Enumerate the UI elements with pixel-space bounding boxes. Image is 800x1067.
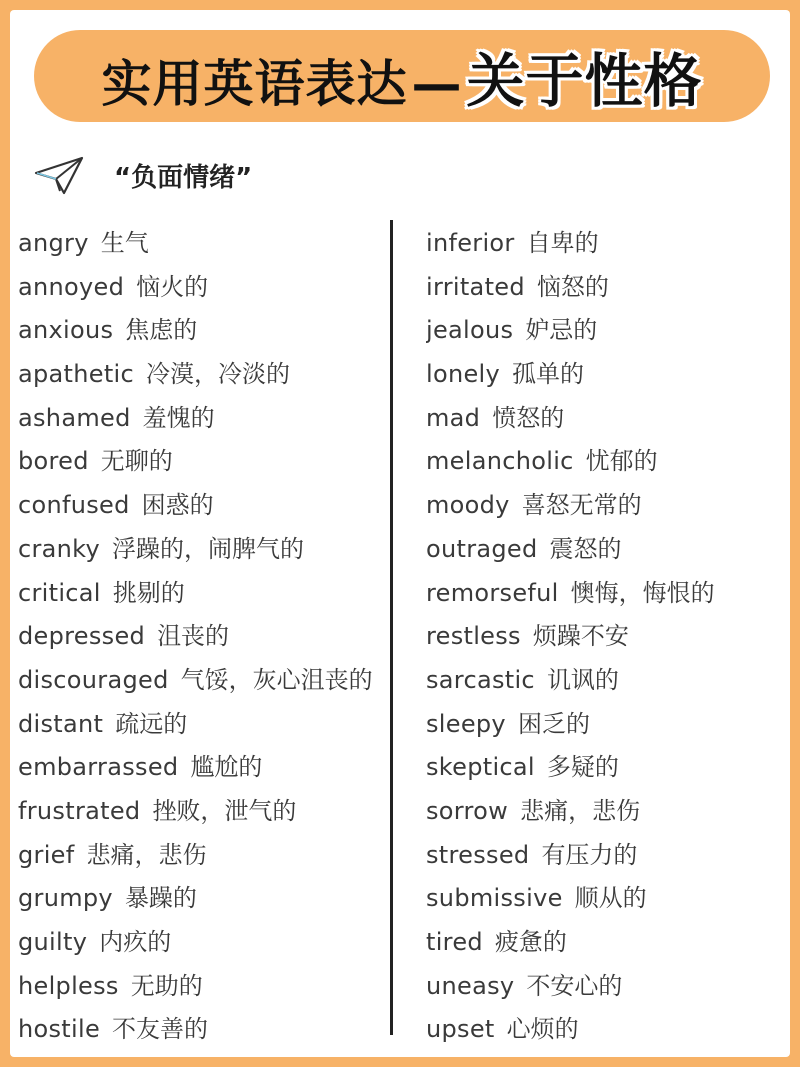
list-item — [18, 790, 388, 834]
list-item — [18, 659, 388, 703]
english-word: sleepy — [426, 709, 506, 738]
english-word: discouraged — [18, 665, 169, 694]
list-item — [426, 572, 786, 616]
chinese-meaning: 震怒的 — [549, 534, 622, 563]
list-item — [18, 397, 388, 441]
list-item — [426, 222, 786, 266]
english-word: embarrassed — [18, 753, 179, 782]
list-item — [426, 703, 786, 747]
english-word: helpless — [18, 971, 119, 1000]
list-item — [18, 877, 388, 921]
list-item — [426, 834, 786, 878]
list-item — [18, 615, 388, 659]
chinese-meaning: 自卑的 — [526, 229, 599, 257]
english-word: outraged — [426, 534, 538, 563]
chinese-meaning: 无聊的 — [100, 447, 173, 476]
title-part2: 关于性格 — [466, 47, 703, 115]
chinese-meaning: 懊悔，悔恨的 — [570, 578, 715, 607]
english-word: distant — [18, 709, 104, 738]
english-word: frustrated — [18, 796, 141, 825]
title-separator: — — [411, 55, 463, 113]
list-item — [426, 353, 786, 397]
english-word: moody — [426, 491, 510, 520]
list-item — [426, 790, 786, 834]
english-word: sarcastic — [426, 665, 535, 694]
list-item — [426, 440, 786, 484]
list-item — [18, 965, 388, 1009]
list-item — [18, 440, 388, 484]
paper-plane-icon — [34, 155, 84, 195]
english-word: upset — [426, 1015, 495, 1044]
english-word: jealous — [426, 316, 514, 345]
chinese-meaning: 悲痛，悲伤 — [86, 840, 207, 869]
chinese-meaning: 讥讽的 — [546, 665, 619, 694]
list-item — [426, 528, 786, 572]
english-word: ashamed — [18, 403, 131, 432]
chinese-meaning: 羞愧的 — [142, 403, 215, 432]
chinese-meaning: 内疚的 — [99, 928, 172, 956]
english-word: bored — [18, 447, 89, 476]
chinese-meaning: 恼火的 — [136, 272, 209, 301]
list-item — [18, 484, 388, 528]
chinese-meaning: 沮丧的 — [157, 622, 230, 651]
list-item — [18, 746, 388, 790]
list-item — [18, 528, 388, 572]
chinese-meaning: 挫败，泄气的 — [152, 796, 297, 825]
list-item — [18, 353, 388, 397]
english-word: mad — [426, 403, 481, 432]
list-item — [18, 1008, 388, 1052]
chinese-meaning: 冷漠，冷淡的 — [146, 360, 291, 389]
english-word: cranky — [18, 534, 101, 563]
chinese-meaning: 焦虑的 — [125, 316, 198, 345]
chinese-meaning: 气馁，灰心沮丧的 — [180, 665, 373, 694]
english-word: remorseful — [426, 578, 559, 607]
chinese-meaning: 疏远的 — [115, 709, 188, 738]
english-word: melancholic — [426, 447, 574, 476]
english-word: uneasy — [426, 971, 515, 1000]
chinese-meaning: 喜怒无常的 — [521, 491, 642, 520]
chinese-meaning: 不友善的 — [112, 1015, 209, 1044]
title-banner — [34, 30, 770, 122]
english-word: grumpy — [18, 884, 113, 913]
chinese-meaning: 困乏的 — [517, 709, 590, 738]
english-word: restless — [426, 622, 521, 651]
list-item — [18, 266, 388, 310]
content-card — [10, 10, 790, 1057]
chinese-meaning: 妒忌的 — [525, 316, 598, 345]
list-item — [426, 877, 786, 921]
section-title: “负面情绪” — [114, 162, 253, 193]
english-word: sorrow — [426, 796, 509, 825]
list-item — [426, 965, 786, 1009]
list-item — [18, 921, 388, 965]
chinese-meaning: 烦躁不安 — [532, 622, 629, 651]
chinese-meaning: 孤单的 — [512, 360, 584, 389]
chinese-meaning: 心烦的 — [506, 1015, 579, 1044]
chinese-meaning: 生气 — [100, 229, 149, 257]
list-item — [18, 309, 388, 353]
english-word: annoyed — [18, 272, 125, 301]
english-word: apathetic — [18, 360, 135, 389]
list-item — [426, 659, 786, 703]
english-word: lonely — [426, 360, 500, 389]
chinese-meaning: 愤怒的 — [492, 403, 565, 432]
chinese-meaning: 恼怒的 — [536, 272, 609, 301]
chinese-meaning: 暴躁的 — [124, 884, 197, 913]
list-item — [426, 266, 786, 310]
list-item — [18, 572, 388, 616]
section-header — [34, 155, 252, 195]
english-word: angry — [18, 229, 89, 257]
list-item — [426, 615, 786, 659]
chinese-meaning: 困惑的 — [141, 491, 214, 520]
chinese-meaning: 挑剔的 — [112, 578, 185, 607]
english-word: confused — [18, 491, 130, 520]
list-item — [18, 222, 388, 266]
list-item — [426, 309, 786, 353]
english-word: irritated — [426, 272, 525, 301]
title-part1: 实用英语表达 — [101, 55, 408, 113]
english-word: stressed — [426, 840, 530, 869]
chinese-meaning: 疲惫的 — [494, 928, 567, 956]
right-word-list — [426, 222, 786, 1052]
chinese-meaning: 无助的 — [130, 971, 203, 1000]
chinese-meaning: 悲痛，悲伤 — [520, 796, 641, 825]
left-word-list — [18, 222, 388, 1052]
column-divider — [390, 220, 393, 1035]
list-item — [426, 746, 786, 790]
english-word: critical — [18, 578, 101, 607]
list-item — [426, 397, 786, 441]
english-word: grief — [18, 840, 75, 869]
list-item — [426, 1008, 786, 1052]
chinese-meaning: 多疑的 — [546, 753, 619, 782]
list-item — [18, 703, 388, 747]
chinese-meaning: 不安心的 — [526, 971, 623, 1000]
english-word: depressed — [18, 622, 146, 651]
chinese-meaning: 忧郁的 — [585, 447, 658, 476]
page-title — [101, 34, 702, 118]
english-word: submissive — [426, 884, 563, 913]
english-word: skeptical — [426, 753, 535, 782]
list-item — [18, 834, 388, 878]
list-item — [426, 484, 786, 528]
list-item — [426, 921, 786, 965]
chinese-meaning: 顺从的 — [574, 884, 647, 913]
english-word: hostile — [18, 1015, 101, 1044]
english-word: guilty — [18, 928, 88, 956]
chinese-meaning: 尴尬的 — [190, 753, 263, 782]
chinese-meaning: 有压力的 — [541, 840, 638, 869]
english-word: inferior — [426, 229, 515, 257]
english-word: tired — [426, 928, 483, 956]
english-word: anxious — [18, 316, 114, 345]
chinese-meaning: 浮躁的，闹脾气的 — [112, 534, 305, 563]
